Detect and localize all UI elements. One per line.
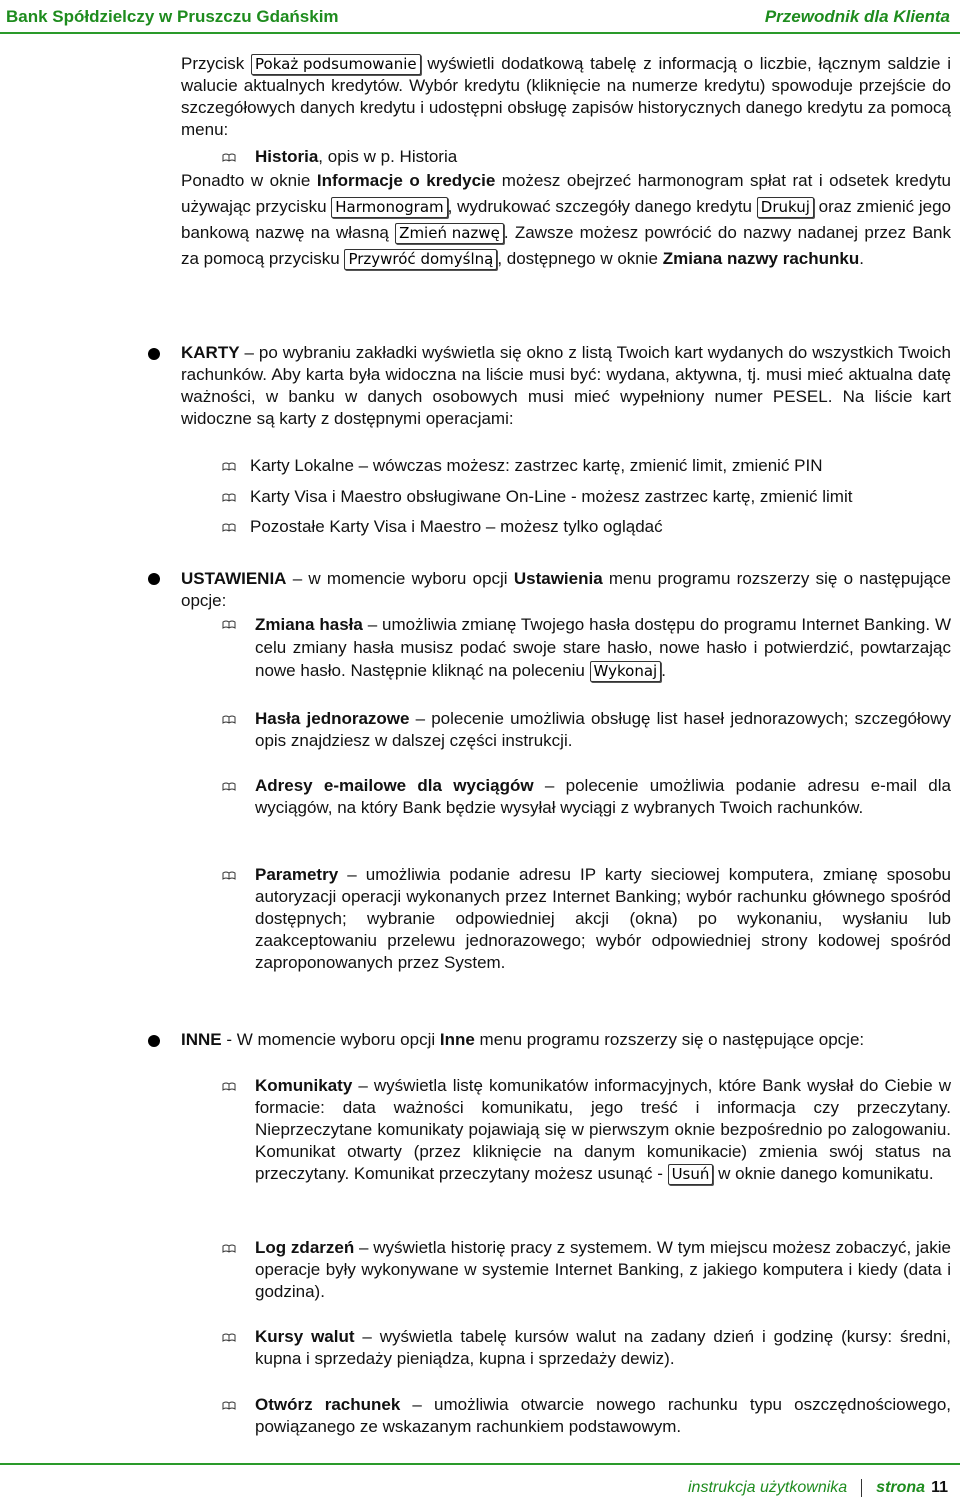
ustawienia-section: USTAWIENIA – w momencie wyboru opcji Ustawienia menu programu rozszerzy się o następujące opcje:: [181, 569, 951, 610]
execute-button[interactable]: Wykonaj: [590, 661, 662, 682]
bullet-dot: [148, 1035, 160, 1047]
book-icon: [222, 781, 236, 791]
one-time-passwords-item: Hasła jednorazowe – polecenie umożliwia obsługę list haseł jednorazowych; szczegółowy opis znajdziesz w dalszej części instrukcji.: [255, 709, 951, 750]
book-icon: [222, 1081, 236, 1091]
rename-button[interactable]: Zmień nazwę: [395, 223, 504, 244]
book-icon: [222, 1400, 236, 1410]
bank-name: Bank Spółdzielczy w Pruszczu Gdańskim: [6, 7, 339, 26]
inne-section: INNE - W momencie wyboru opcji Inne menu programu rozszerzy się o następujące opcje:: [181, 1030, 865, 1049]
book-icon: [222, 714, 236, 724]
guide-title: Przewodnik dla Klienta: [764, 7, 950, 26]
messages-item: Komunikaty – wyświetla listę komunikatów informacyjnych, które Bank wysłał do Ciebie w formacie: data ważności komunikatu, jego treść i informacja czy przeczytany. Nieprzeczytane komunikaty pojawiają się w pierwszym oknie bezpośrednio po zalogowaniu. Komunikat otwarty (przez kliknięcie na danym komunikacie) zmienia swój status na przeczytany. Komunikat przeczytany możesz usunąć - Usuń w oknie danego komunikatu.: [255, 1076, 951, 1183]
page-header: [6, 6, 950, 26]
book-icon: [222, 522, 236, 532]
page-number: 11: [931, 1479, 948, 1496]
footer-text: [688, 1477, 948, 1499]
footer-strona: strona: [876, 1479, 926, 1496]
print-button[interactable]: Drukuj: [757, 197, 814, 218]
history-menu-item: Historia, opis w p. Historia: [255, 147, 458, 166]
book-icon: [222, 152, 236, 162]
schedule-button[interactable]: Harmonogram: [331, 197, 447, 218]
bullet-dot: [148, 348, 160, 360]
event-log-item: Log zdarzeń – wyświetla historię pracy z systemem. W tym miejscu możesz zobaczyć, jakie operacje były wykonywane w systemie Internet Banking, z jakiego komputera i kiedy (data i godzina).: [255, 1238, 951, 1301]
book-icon: [222, 1332, 236, 1342]
footer-separator: [861, 1479, 862, 1497]
footer-label: instrukcja użytkownika: [688, 1479, 848, 1496]
statement-emails-item: Adresy e-mailowe dla wyciągów – polecenie umożliwia podanie adresu e-mail dla wyciągów, na który Bank będzie wysyłał wyciągi z wybranych Twoich rachunków.: [255, 776, 951, 817]
footer-rule: [0, 1463, 960, 1465]
password-change-item: Zmiana hasła – umożliwia zmianę Twojego hasła dostępu do programu Internet Banking. W celu zmiany hasła musisz podać swoje stare hasło, nowe hasło i potwierdzić, powtarzając nowe hasło. Następnie kliknąć na poleceniu Wykonaj .: [255, 615, 951, 680]
card-type-item: Pozostałe Karty Visa i Maestro – możesz tylko oglądać: [250, 517, 663, 536]
show-summary-button[interactable]: Pokaż podsumowanie: [251, 54, 421, 75]
header-rule: [0, 32, 960, 34]
book-icon: [222, 461, 236, 471]
restore-default-button[interactable]: Przywróć domyślną: [344, 249, 497, 270]
delete-button[interactable]: Usuń: [668, 1164, 714, 1185]
bullet-dot: [148, 573, 160, 585]
parameters-item: Parametry – umożliwia podanie adresu IP karty sieciowej komputera, zmianę sposobu autoryzacji operacji wykonanych przez Internet Banking; wybór rachunku głównego spośród dostępnych; wybranie odpowiedniej akcji (okna) po wykonaniu, wysłaniu lub zaakceptowaniu przelewu jednorazowego; wybór odpowiedniej strony kodowej spośród zaproponowanych przez System.: [255, 865, 951, 972]
card-type-item: Karty Lokalne – wówczas możesz: zastrzec kartę, zmienić limit, zmienić PIN: [250, 456, 823, 475]
book-icon: [222, 870, 236, 880]
credit-info-paragraph: Ponadto w oknie Informacje o kredycie możesz obejrzeć harmonogram spłat rat i odsetek kredytu używając przycisku Harmonogram , wydrukować szczegóły danego kredytu Drukuj oraz zmienić jego bankową nazwę na własną Zmień nazwę . Zawsze możesz powrócić do nazwy nadanej przez Bank za pomocą przycisku Przywróć domyślną , dostępnego w oknie Zmiana nazwy rachunku.: [181, 171, 951, 268]
book-icon: [222, 619, 236, 629]
exchange-rates-item: Kursy walut – wyświetla tabelę kursów walut na zadany dzień i godzinę (kursy: średni, kupna i sprzedaży pieniądza, kupna i sprzedaży dewiz).: [255, 1327, 951, 1368]
book-icon: [222, 1243, 236, 1253]
intro-paragraph: Przycisk Pokaż podsumowanie wyświetli dodatkową tabelę z informacją o liczbie, łącznym saldzie i walucie aktualnych kredytów. Wybór kredytu (kliknięcie na numerze kredytu) spowoduje przejście do szczegółowych danych kredytu i udostępni obsługę zapisów historycznych danego kredytu za pomocą menu:: [181, 54, 951, 139]
book-icon: [222, 492, 236, 502]
card-type-item: Karty Visa i Maestro obsługiwane On-Line - możesz zastrzec kartę, zmienić limit: [250, 487, 853, 506]
page-footer: [0, 1463, 960, 1507]
open-account-item: Otwórz rachunek – umożliwia otwarcie nowego rachunku typu oszczędnościowego, powiązanego ze wskazanym rachunkiem podstawowym.: [255, 1395, 951, 1436]
karty-section: KARTY – po wybraniu zakładki wyświetla się okno z listą Twoich kart wydanych do wszystkich Twoich rachunków. Aby karta była widoczna na liście musi być: wydana, aktywna, tj. musi mieć aktualna datę ważności, w banku w danych osobowych musi mieć wypełniony numer PESEL. Na liście kart widoczne są karty z dostępnymi operacjami:: [181, 343, 951, 428]
